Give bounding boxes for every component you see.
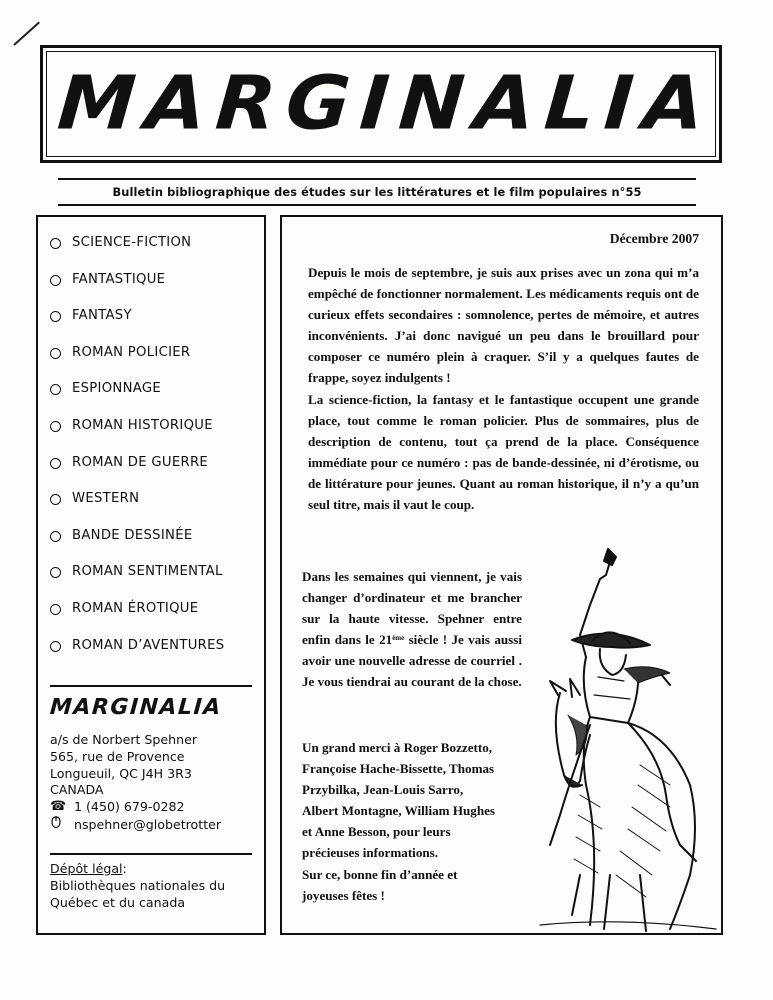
mouse-icon bbox=[50, 816, 74, 836]
circle-bullet-icon bbox=[50, 458, 61, 469]
genre-label: ROMAN HISTORIQUE bbox=[72, 417, 213, 433]
circle-bullet-icon bbox=[50, 421, 61, 432]
editorial-paragraph: Depuis le mois de septembre, je suis aux prises avec un zona qui m’a empêché de fonctionner normalement. Les médicaments requis ont de curieux effets secondaires : somnolence, pertes de mémoire, et autres inconvénients. J’ai donc navigué un peu dans le brouillard pour composer ce numéro plein à craquer. S’il y a quelques fautes de frappe, soyez indulgents ! bbox=[308, 265, 699, 386]
editorial-paragraph: Dans les semaines qui viennent, je vais changer d’ordinateur et me brancher sur la haute vitesse. Spehner entre enfin dans le 21ème siècle ! Je vais aussi avoir une nouvelle adresse de courriel . Je vous tiendrai au courant de la chose. bbox=[302, 569, 522, 690]
email-row bbox=[50, 816, 221, 836]
genre-item bbox=[50, 345, 224, 382]
circle-bullet-icon bbox=[50, 238, 61, 249]
genre-item bbox=[50, 381, 224, 418]
depot-line: Bibliothèques nationales du bbox=[50, 878, 226, 893]
genre-list bbox=[50, 235, 224, 674]
editorial-paragraph: Un grand merci à Roger Bozzetto, Françoise Hache-Bissette, Thomas Przybilka, Jean-Louis Sarro, Albert Montagne, William Hughes et Anne Besson, pour leurs précieuses informations. bbox=[302, 740, 496, 861]
genre-label: ROMAN POLICIER bbox=[72, 344, 191, 360]
address-line: 565, rue de Provence bbox=[50, 748, 185, 764]
divider bbox=[50, 685, 252, 687]
genre-label: FANTASTIQUE bbox=[72, 271, 166, 287]
phone-icon: ☎ bbox=[50, 799, 67, 815]
editorial-paragraph: La science-fiction, la fantasy et le fantastique occupent une grande place, tout comme le roman policier. Plus de sommaires, plus de description de contenu, tout ça prend de la place. Conséquence immédiate pour ce numéro : pas de bande-dessinée, ni d’érotisme, ou de littérature pour jeunes. Quant au roman historique, il n’y a qu’un seul titre, mais il vaut le coup. bbox=[308, 391, 699, 513]
corner-mark bbox=[13, 22, 40, 46]
genre-item bbox=[50, 272, 224, 309]
masthead-title: MARGINALIA bbox=[54, 61, 718, 147]
genre-item bbox=[50, 308, 224, 345]
editorial-body-narrow bbox=[302, 566, 522, 693]
superscript: ème bbox=[392, 634, 405, 643]
depot-title: Dépôt légal bbox=[50, 861, 123, 876]
divider bbox=[50, 853, 252, 855]
genre-item bbox=[50, 491, 224, 528]
subtitle-bar bbox=[58, 178, 696, 206]
genre-item bbox=[50, 638, 224, 675]
editorial-panel bbox=[280, 215, 723, 935]
genre-item bbox=[50, 235, 224, 272]
address-title: MARGINALIA bbox=[49, 695, 223, 720]
phone-row bbox=[50, 799, 221, 816]
genre-label: SCIENCE-FICTION bbox=[72, 235, 192, 250]
editorial-paragraph: Sur ce, bonne fin d’année et joyeuses fêtes ! bbox=[302, 866, 458, 903]
circle-bullet-icon bbox=[50, 567, 61, 578]
circle-bullet-icon bbox=[50, 311, 61, 322]
sidebar bbox=[36, 215, 266, 935]
email-address: nspehner@globetrotter bbox=[74, 817, 222, 833]
genre-label: WESTERN bbox=[72, 491, 140, 507]
genre-label: ROMAN ÉROTIQUE bbox=[72, 600, 199, 616]
phone-number: 1 (450) 679-0282 bbox=[74, 799, 185, 815]
genre-label: ROMAN DE GUERRE bbox=[72, 454, 209, 470]
address-line: Longueuil, QC J4H 3R3 bbox=[50, 765, 192, 781]
genre-label: ESPIONNAGE bbox=[72, 381, 161, 397]
circle-bullet-icon bbox=[50, 494, 61, 505]
genre-item bbox=[50, 564, 224, 601]
cowboy-on-horse-illustration bbox=[520, 545, 720, 933]
circle-bullet-icon bbox=[50, 348, 61, 359]
address-block bbox=[50, 732, 221, 836]
genre-item bbox=[50, 528, 224, 565]
genre-label: ROMAN D’AVENTURES bbox=[72, 637, 225, 653]
subtitle: Bulletin bibliographique des études sur les littératures et le film populaires n°55 bbox=[112, 185, 642, 199]
circle-bullet-icon bbox=[50, 384, 61, 395]
masthead-inner-frame bbox=[46, 51, 716, 157]
thanks-block bbox=[302, 737, 502, 906]
depot-legal: Dépôt légal: Bibliothèques nationales du Québec et du canada bbox=[50, 861, 226, 910]
genre-item bbox=[50, 418, 224, 455]
editorial-body bbox=[308, 262, 699, 515]
genre-item bbox=[50, 455, 224, 492]
genre-item bbox=[50, 601, 224, 638]
circle-bullet-icon bbox=[50, 275, 61, 286]
issue-date: Décembre 2007 bbox=[609, 231, 699, 246]
address-line: CANADA bbox=[50, 782, 104, 798]
depot-line: Québec et du canada bbox=[50, 895, 186, 910]
circle-bullet-icon bbox=[50, 604, 61, 615]
masthead bbox=[40, 45, 722, 163]
genre-label: ROMAN SENTIMENTAL bbox=[72, 564, 223, 580]
circle-bullet-icon bbox=[50, 641, 61, 652]
address-line: a/s de Norbert Spehner bbox=[50, 732, 198, 747]
genre-label: FANTASY bbox=[72, 308, 132, 324]
genre-label: BANDE DESSINÉE bbox=[72, 527, 193, 543]
circle-bullet-icon bbox=[50, 531, 61, 542]
